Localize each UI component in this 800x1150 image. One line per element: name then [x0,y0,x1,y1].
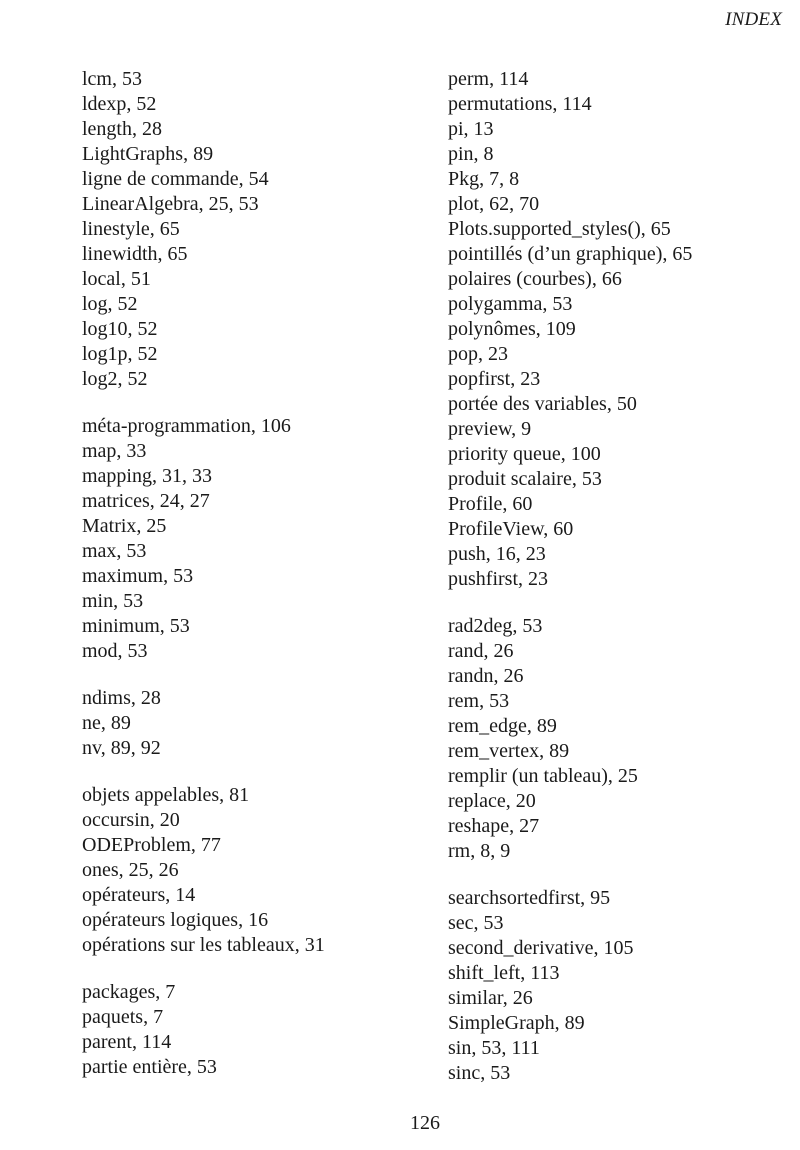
index-entry: local, 51 [82,268,151,290]
index-entry: searchsortedfirst, 95 [448,887,611,909]
index-column-left [82,67,442,1080]
index-column-right [448,67,793,1086]
index-entry: pop, 23 [448,343,508,365]
index-entry: LightGraphs, 89 [82,143,214,165]
index-entry: pi, 13 [448,118,494,140]
index-group [82,414,442,664]
index-entry: length, 28 [82,118,162,140]
running-header: INDEX [725,9,782,30]
index-entry: randn, 26 [448,665,524,687]
index-entry: plot, 62, 70 [448,193,540,215]
index-entry: rand, 26 [448,640,514,662]
index-entry: pointillés (d’un graphique), 65 [448,243,693,265]
index-entry: polygamma, 53 [448,293,573,315]
index-entry: partie entière, 53 [82,1056,217,1078]
index-entry: log1p, 52 [82,343,158,365]
index-entry: portée des variables, 50 [448,393,637,415]
index-entry: matrices, 24, 27 [82,490,210,512]
index-entry: perm, 114 [448,68,529,90]
index-entry: rm, 8, 9 [448,840,511,862]
index-entry: sinc, 53 [448,1062,511,1084]
index-entry: push, 16, 23 [448,543,546,565]
index-group [82,980,442,1080]
index-entry: remplir (un tableau), 25 [448,765,638,787]
index-entry: max, 53 [82,540,147,562]
index-entry: produit scalaire, 53 [448,468,602,490]
index-entry: minimum, 53 [82,615,190,637]
index-group [448,614,793,864]
index-entry: lcm, 53 [82,68,142,90]
index-entry: ligne de commande, 54 [82,168,269,190]
index-entry: opérateurs logiques, 16 [82,909,269,931]
index-entry: SimpleGraph, 89 [448,1012,585,1034]
index-group [82,67,442,392]
index-entry: occursin, 20 [82,809,180,831]
index-entry: reshape, 27 [448,815,540,837]
index-entry: replace, 20 [448,790,536,812]
index-entry: second_derivative, 105 [448,937,634,959]
index-group [82,783,442,958]
index-entry: ne, 89 [82,712,131,734]
index-entry: Matrix, 25 [82,515,167,537]
index-group [448,67,793,592]
index-entry: packages, 7 [82,981,176,1003]
index-entry: preview, 9 [448,418,532,440]
index-entry: priority queue, 100 [448,443,601,465]
index-entry: similar, 26 [448,987,533,1009]
index-entry: Profile, 60 [448,493,533,515]
index-entry: mapping, 31, 33 [82,465,212,487]
index-entry: polaires (courbes), 66 [448,268,622,290]
index-entry: mod, 53 [82,640,148,662]
index-entry: linewidth, 65 [82,243,188,265]
index-entry: pushfirst, 23 [448,568,548,590]
index-entry: ndims, 28 [82,687,161,709]
index-entry: sin, 53, 111 [448,1037,540,1059]
index-entry: opérateurs, 14 [82,884,196,906]
index-entry: LinearAlgebra, 25, 53 [82,193,259,215]
index-group [82,686,442,761]
index-entry: ldexp, 52 [82,93,157,115]
index-entry: nv, 89, 92 [82,737,161,759]
index-entry: sec, 53 [448,912,504,934]
index-entry: ODEProblem, 77 [82,834,221,856]
index-entry: parent, 114 [82,1031,172,1053]
index-entry: rad2deg, 53 [448,615,543,637]
index-entry: linestyle, 65 [82,218,180,240]
page-number: 126 [410,1112,440,1134]
index-entry: map, 33 [82,440,147,462]
index-entry: shift_left, 113 [448,962,560,984]
index-entry: polynômes, 109 [448,318,576,340]
index-entry: ones, 25, 26 [82,859,179,881]
index-entry: Plots.supported_styles(), 65 [448,218,671,240]
index-entry: popfirst, 23 [448,368,541,390]
index-entry: min, 53 [82,590,144,612]
index-group [448,886,793,1086]
index-entry: pin, 8 [448,143,494,165]
index-entry: log2, 52 [82,368,148,390]
index-entry: rem_vertex, 89 [448,740,570,762]
index-entry: objets appelables, 81 [82,784,250,806]
index-entry: maximum, 53 [82,565,194,587]
index-entry: Pkg, 7, 8 [448,168,520,190]
index-entry: log, 52 [82,293,138,315]
index-entry: opérations sur les tableaux, 31 [82,934,325,956]
index-entry: log10, 52 [82,318,158,340]
index-entry: ProfileView, 60 [448,518,574,540]
index-entry: rem_edge, 89 [448,715,557,737]
index-entry: paquets, 7 [82,1006,164,1028]
index-entry: rem, 53 [448,690,510,712]
index-entry: permutations, 114 [448,93,592,115]
index-entry: méta-programmation, 106 [82,415,291,437]
